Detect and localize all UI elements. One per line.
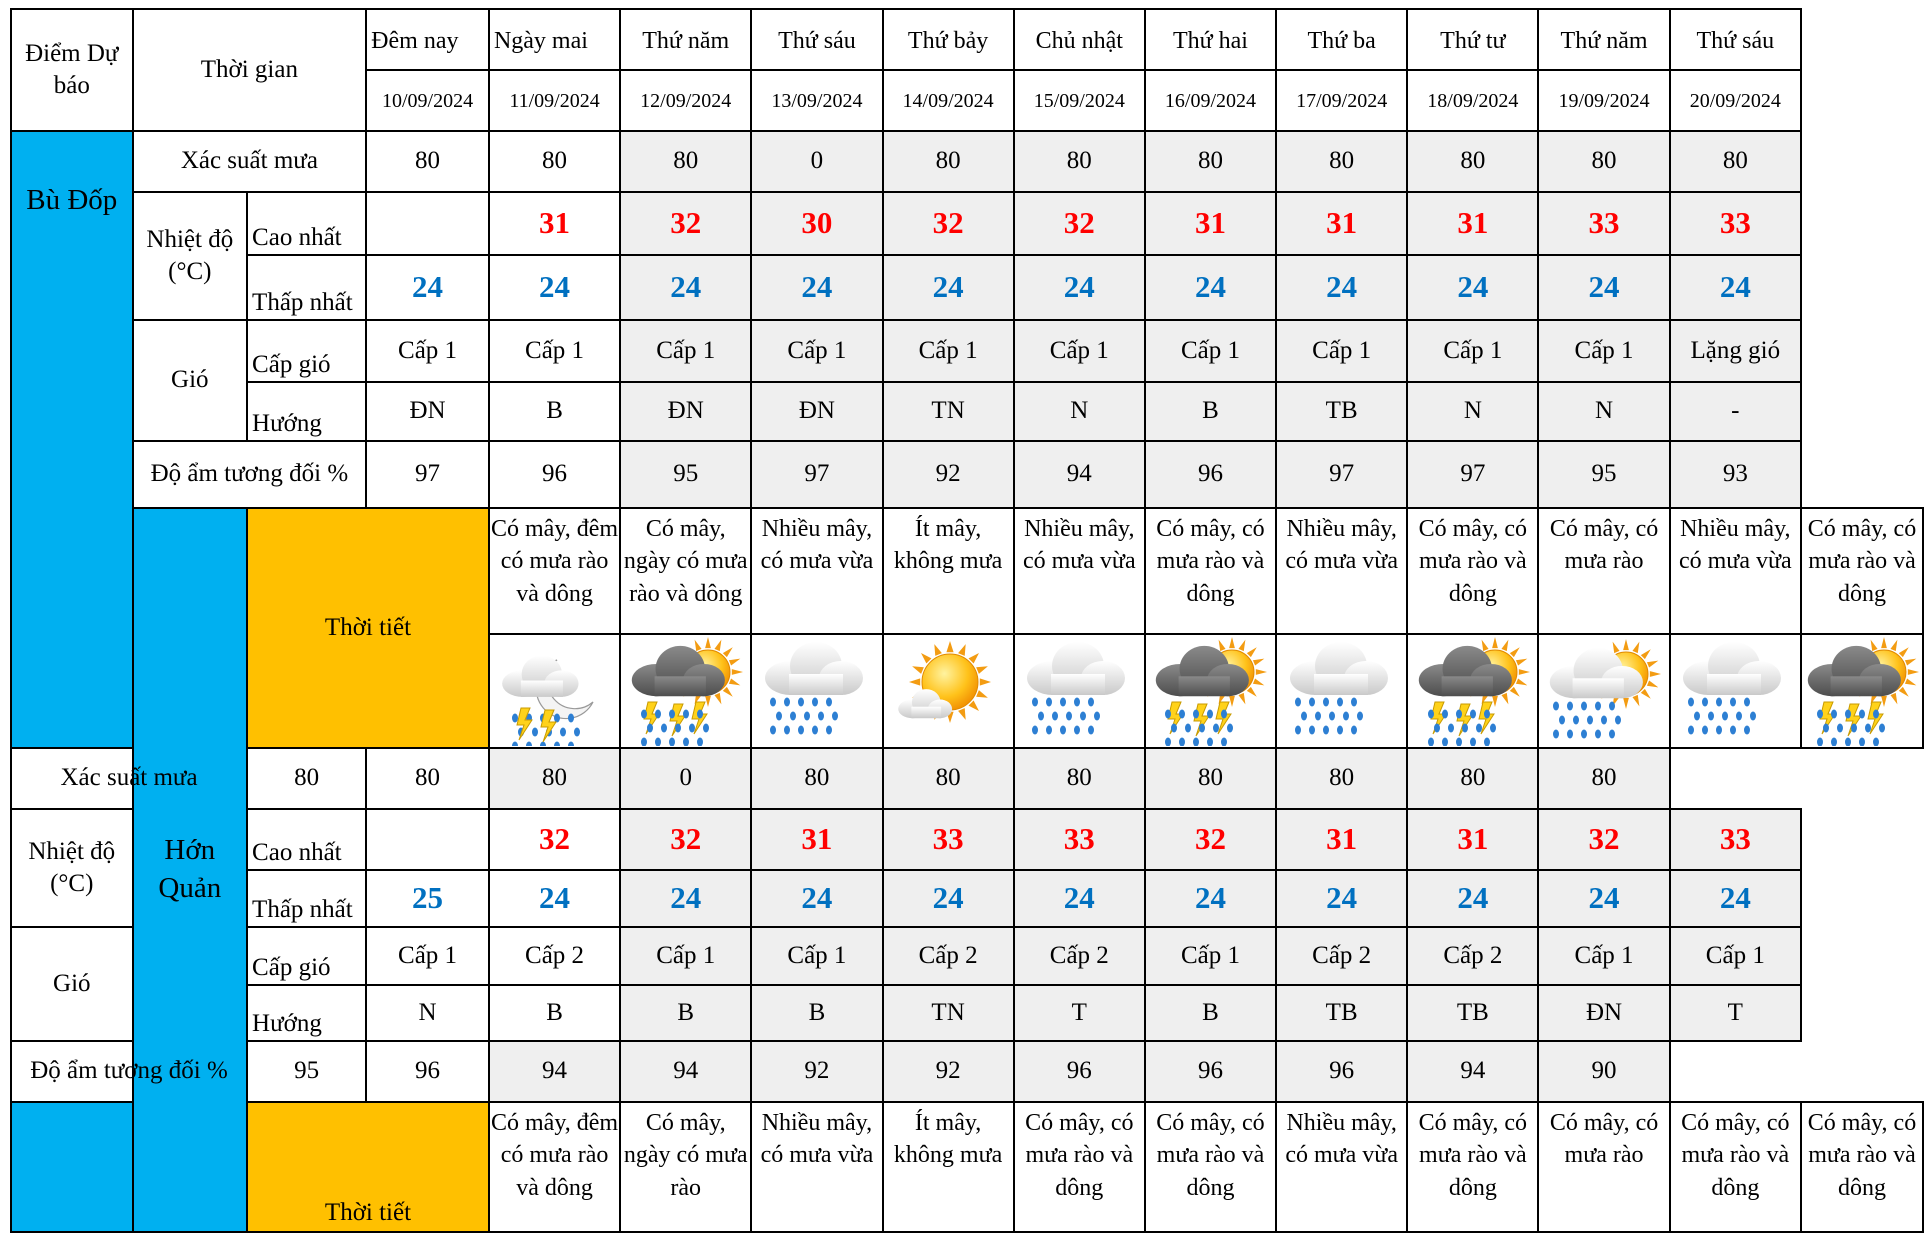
wind-level-value: Cấp 2 — [1407, 927, 1538, 985]
wind-level-value: Cấp 1 — [1145, 927, 1276, 985]
rain-prob-label: Xác suất mưa — [133, 131, 367, 192]
day-name: Thứ năm — [620, 9, 751, 70]
day-name: Thứ hai — [1145, 9, 1276, 70]
humidity-value: 94 — [620, 1041, 751, 1102]
day-date: 13/09/2024 — [751, 70, 882, 131]
temp-high-value: 31 — [751, 809, 882, 870]
weather-icon-cell — [1670, 634, 1801, 748]
wind-dir-value: B — [489, 985, 620, 1041]
temp-low-value: 24 — [1276, 255, 1407, 320]
location-header: Điểm Dự báo — [11, 9, 133, 131]
wind-level-value: Cấp 2 — [1014, 927, 1145, 985]
temp-unit: (°C) — [168, 258, 212, 285]
temp-high-label: Cao nhất — [247, 192, 366, 255]
rain-prob-value: 80 — [366, 748, 489, 809]
day-name: Thứ tư — [1407, 9, 1538, 70]
humidity-value: 96 — [366, 1041, 489, 1102]
temp-low-value: 24 — [1014, 255, 1145, 320]
temp-high-value: 31 — [489, 192, 620, 255]
temp-low-value: 24 — [620, 255, 751, 320]
temp-low-value: 24 — [1538, 870, 1669, 927]
rain-prob-value: 80 — [1407, 748, 1538, 809]
temp-label — [11, 809, 133, 927]
temp-high-value: 32 — [883, 192, 1014, 255]
temp-high-value: 31 — [1407, 809, 1538, 870]
humidity-value: 97 — [1276, 441, 1407, 508]
weather-icon-cell — [1407, 634, 1538, 748]
humidity-value: 92 — [883, 1041, 1014, 1102]
wind-level-value: Cấp 1 — [489, 320, 620, 382]
wind-level-value: Cấp 1 — [620, 927, 751, 985]
weather-description: Có mây, ngày có mưa rào và dông — [620, 508, 751, 634]
weather-description: Nhiều mây, có mưa vừa — [1670, 508, 1801, 634]
day-name: Ngày mai — [489, 9, 620, 70]
wind-level-value: Cấp 1 — [1407, 320, 1538, 382]
sun-cloud-rain-icon — [1544, 636, 1664, 746]
weather-icon-cell — [489, 634, 620, 748]
temp-high-value — [366, 192, 489, 255]
humidity-value: 96 — [1145, 441, 1276, 508]
wind-dir-value: ĐN — [620, 382, 751, 441]
wind-dir-value: ĐN — [1538, 985, 1669, 1041]
day-date: 18/09/2024 — [1407, 70, 1538, 131]
temp-low-value: 24 — [883, 255, 1014, 320]
wind-level-value: Cấp 1 — [366, 320, 489, 382]
day-date: 12/09/2024 — [620, 70, 751, 131]
humidity-value: 95 — [620, 441, 751, 508]
weather-description: Có mây, có mưa rào — [1538, 508, 1669, 634]
wind-dir-value: - — [1670, 382, 1801, 441]
rain-prob-value: 0 — [620, 748, 751, 809]
weather-icon-cell — [620, 634, 751, 748]
temp-low-value: 24 — [1670, 870, 1801, 927]
humidity-value: 92 — [751, 1041, 882, 1102]
sun-cloud-thunder-rain-icon — [626, 636, 746, 746]
temp-low-value: 24 — [1538, 255, 1669, 320]
wind-dir-value: T — [1670, 985, 1801, 1041]
wind-level-value: Cấp 2 — [1276, 927, 1407, 985]
wind-dir-value: N — [1538, 382, 1669, 441]
humidity-value: 97 — [1407, 441, 1538, 508]
weather-description: Ít mây, không mưa — [883, 1102, 1014, 1232]
weather-icon-cell — [1538, 634, 1669, 748]
temp-low-value: 24 — [1407, 255, 1538, 320]
weather-description: Ít mây, không mưa — [883, 508, 1014, 634]
sun-cloud-thunder-rain-icon — [1802, 636, 1922, 746]
moon-cloud-thunder-rain-icon — [495, 636, 615, 746]
humidity-value: 96 — [1014, 1041, 1145, 1102]
temp-low-value: 24 — [1145, 255, 1276, 320]
rain-prob-value: 80 — [883, 131, 1014, 192]
humidity-value: 97 — [751, 441, 882, 508]
weather-description: Nhiều mây, có mưa vừa — [751, 508, 882, 634]
rain-prob-value: 80 — [1276, 748, 1407, 809]
wind-dir-value: TB — [1276, 985, 1407, 1041]
weather-icon-cell — [1276, 634, 1407, 748]
humidity-value: 96 — [1276, 1041, 1407, 1102]
day-name: Thứ ba — [1276, 9, 1407, 70]
wind-label: Gió — [133, 320, 247, 441]
sun-cloud-thunder-rain-icon — [1150, 636, 1270, 746]
weather-label: Thời tiết — [247, 1102, 489, 1232]
temp-low-value: 24 — [1276, 870, 1407, 927]
weather-icon-cell — [1801, 634, 1923, 748]
temp-low-value: 24 — [1670, 255, 1801, 320]
cloud-rain-icon — [757, 636, 877, 746]
day-name: Thứ sáu — [1670, 9, 1801, 70]
temp-high-value: 32 — [620, 192, 751, 255]
wind-level-value: Lặng gió — [1670, 320, 1801, 382]
rain-prob-value: 80 — [883, 748, 1014, 809]
temp-high-value — [366, 809, 489, 870]
forecast-table — [10, 8, 1924, 1233]
rain-prob-value: 80 — [1014, 131, 1145, 192]
rain-prob-value: 80 — [1670, 131, 1801, 192]
day-name: Đêm nay — [366, 9, 489, 70]
wind-dir-value: TN — [883, 382, 1014, 441]
sun-cloud-icon — [888, 636, 1008, 746]
temp-low-value: 24 — [1014, 870, 1145, 927]
wind-dir-value: B — [489, 382, 620, 441]
weather-icon-cell — [1145, 634, 1276, 748]
humidity-value: 96 — [489, 441, 620, 508]
wind-dir-value: ĐN — [366, 382, 489, 441]
wind-dir-value: TB — [1276, 382, 1407, 441]
wind-dir-value: N — [1407, 382, 1538, 441]
temp-label-text: Nhiệt độ — [28, 837, 116, 865]
temp-high-value: 33 — [1014, 809, 1145, 870]
wind-dir-value: N — [1014, 382, 1145, 441]
humidity-value: 95 — [1538, 441, 1669, 508]
wind-level-value: Cấp 2 — [489, 927, 620, 985]
sun-cloud-thunder-rain-icon — [1413, 636, 1533, 746]
wind-level-value: Cấp 1 — [620, 320, 751, 382]
weather-label: Thời tiết — [247, 508, 489, 748]
humidity-label: Độ ẩm tương đối % — [11, 1041, 247, 1102]
humidity-value: 92 — [883, 441, 1014, 508]
day-date: 20/09/2024 — [1670, 70, 1801, 131]
temp-high-value: 31 — [1276, 809, 1407, 870]
day-name: Thứ năm — [1538, 9, 1669, 70]
temp-low-value: 24 — [620, 870, 751, 927]
day-name: Thứ sáu — [751, 9, 882, 70]
weather-description: Có mây, có mưa rào và dông — [1145, 508, 1276, 634]
humidity-value: 95 — [247, 1041, 366, 1102]
day-date: 17/09/2024 — [1276, 70, 1407, 131]
weather-description: Có mây, có mưa rào và dông — [1801, 1102, 1923, 1232]
weather-description: Nhiều mây, có mưa vừa — [1276, 508, 1407, 634]
day-date: 14/09/2024 — [883, 70, 1014, 131]
cloud-rain-icon — [1675, 636, 1795, 746]
rain-prob-value: 80 — [620, 131, 751, 192]
temp-high-value: 33 — [1538, 192, 1669, 255]
wind-level-label: Cấp gió — [247, 320, 366, 382]
day-name: Thứ bảy — [883, 9, 1014, 70]
temp-unit: (°C) — [50, 870, 94, 897]
humidity-value: 94 — [489, 1041, 620, 1102]
wind-dir-value: B — [1145, 382, 1276, 441]
temp-low-label: Thấp nhất — [247, 255, 366, 320]
wind-level-label: Cấp gió — [247, 927, 366, 985]
rain-prob-value: 80 — [1276, 131, 1407, 192]
rain-prob-value: 80 — [366, 131, 489, 192]
wind-level-value: Cấp 1 — [1276, 320, 1407, 382]
weather-icon-cell — [1014, 634, 1145, 748]
temp-low-label: Thấp nhất — [247, 870, 366, 927]
temp-low-value: 25 — [366, 870, 489, 927]
rain-prob-value: 0 — [751, 131, 882, 192]
location-name-partial — [11, 1102, 133, 1232]
wind-level-value: Cấp 1 — [1538, 320, 1669, 382]
weather-icon-cell — [751, 634, 882, 748]
day-date: 10/09/2024 — [366, 70, 489, 131]
wind-dir-value: T — [1014, 985, 1145, 1041]
weather-icon-cell — [883, 634, 1014, 748]
rain-prob-value: 80 — [751, 748, 882, 809]
rain-prob-value: 80 — [1538, 131, 1669, 192]
rain-prob-value: 80 — [1407, 131, 1538, 192]
rain-prob-value: 80 — [1014, 748, 1145, 809]
wind-level-value: Cấp 1 — [751, 927, 882, 985]
wind-level-value: Cấp 1 — [1670, 927, 1801, 985]
wind-dir-value: B — [620, 985, 751, 1041]
weather-description: Có mây, có mưa rào và dông — [1407, 508, 1538, 634]
wind-level-value: Cấp 2 — [883, 927, 1014, 985]
humidity-label: Độ ẩm tương đối % — [133, 441, 367, 508]
temp-low-value: 24 — [1145, 870, 1276, 927]
day-date: 15/09/2024 — [1014, 70, 1145, 131]
temp-low-value: 24 — [489, 255, 620, 320]
time-header: Thời gian — [133, 9, 367, 131]
temp-low-value: 24 — [751, 255, 882, 320]
wind-dir-value: TB — [1407, 985, 1538, 1041]
wind-dir-label: Hướng — [247, 985, 366, 1041]
rain-prob-value: 80 — [1538, 748, 1669, 809]
wind-level-value: Cấp 1 — [751, 320, 882, 382]
weather-description: Có mây, đêm có mưa rào và dông — [489, 1102, 620, 1232]
rain-prob-value: 80 — [1145, 748, 1276, 809]
weather-description: Nhiều mây, có mưa vừa — [751, 1102, 882, 1232]
humidity-value: 96 — [1145, 1041, 1276, 1102]
weather-description: Có mây, có mưa rào và dông — [1801, 508, 1923, 634]
rain-prob-value: 80 — [247, 748, 366, 809]
temp-high-value: 31 — [1276, 192, 1407, 255]
wind-dir-value: ĐN — [751, 382, 882, 441]
rain-prob-label: Xác suất mưa — [11, 748, 247, 809]
temp-low-value: 24 — [489, 870, 620, 927]
day-date: 11/09/2024 — [489, 70, 620, 131]
temp-high-value: 32 — [620, 809, 751, 870]
day-date: 19/09/2024 — [1538, 70, 1669, 131]
wind-dir-value: TN — [883, 985, 1014, 1041]
weather-description: Có mây, có mưa rào — [1538, 1102, 1669, 1232]
wind-dir-value: B — [1145, 985, 1276, 1041]
temp-high-value: 32 — [1145, 809, 1276, 870]
temp-low-value: 24 — [883, 870, 1014, 927]
temp-high-value: 33 — [883, 809, 1014, 870]
temp-label-text: Nhiệt độ — [146, 225, 234, 253]
wind-level-value: Cấp 1 — [366, 927, 489, 985]
location-name: Bù Đốp — [11, 131, 133, 748]
temp-high-value: 33 — [1670, 192, 1801, 255]
weather-description: Có mây, ngày có mưa rào — [620, 1102, 751, 1232]
temp-low-value: 24 — [751, 870, 882, 927]
weather-description: Nhiều mây, có mưa vừa — [1276, 1102, 1407, 1232]
temp-high-value: 32 — [489, 809, 620, 870]
temp-high-value: 30 — [751, 192, 882, 255]
temp-high-value: 32 — [1538, 809, 1669, 870]
temp-high-value: 31 — [1145, 192, 1276, 255]
wind-label: Gió — [11, 927, 133, 1041]
temp-low-value: 24 — [366, 255, 489, 320]
rain-prob-value: 80 — [489, 131, 620, 192]
temp-high-value: 32 — [1014, 192, 1145, 255]
cloud-rain-icon — [1019, 636, 1139, 746]
temp-high-value: 31 — [1407, 192, 1538, 255]
rain-prob-value: 80 — [489, 748, 620, 809]
weather-description: Nhiều mây, có mưa vừa — [1014, 508, 1145, 634]
weather-description: Có mây, đêm có mưa rào và dông — [489, 508, 620, 634]
wind-dir-value: N — [366, 985, 489, 1041]
weather-description: Có mây, có mưa rào và dông — [1014, 1102, 1145, 1232]
weather-description: Có mây, có mưa rào và dông — [1670, 1102, 1801, 1232]
humidity-value: 94 — [1014, 441, 1145, 508]
humidity-value: 90 — [1538, 1041, 1669, 1102]
location-name: Hớn Quản — [133, 508, 247, 1232]
wind-level-value: Cấp 1 — [883, 320, 1014, 382]
temp-label — [133, 192, 247, 320]
weather-description: Có mây, có mưa rào và dông — [1407, 1102, 1538, 1232]
wind-dir-label: Hướng — [247, 382, 366, 441]
humidity-value: 93 — [1670, 441, 1801, 508]
day-name: Chủ nhật — [1014, 9, 1145, 70]
temp-low-value: 24 — [1407, 870, 1538, 927]
wind-level-value: Cấp 1 — [1538, 927, 1669, 985]
humidity-value: 97 — [366, 441, 489, 508]
wind-level-value: Cấp 1 — [1014, 320, 1145, 382]
temp-high-label: Cao nhất — [247, 809, 366, 870]
wind-level-value: Cấp 1 — [1145, 320, 1276, 382]
temp-high-value: 33 — [1670, 809, 1801, 870]
day-date: 16/09/2024 — [1145, 70, 1276, 131]
humidity-value: 94 — [1407, 1041, 1538, 1102]
weather-description: Có mây, có mưa rào và dông — [1145, 1102, 1276, 1232]
wind-dir-value: B — [751, 985, 882, 1041]
cloud-rain-icon — [1282, 636, 1402, 746]
rain-prob-value: 80 — [1145, 131, 1276, 192]
